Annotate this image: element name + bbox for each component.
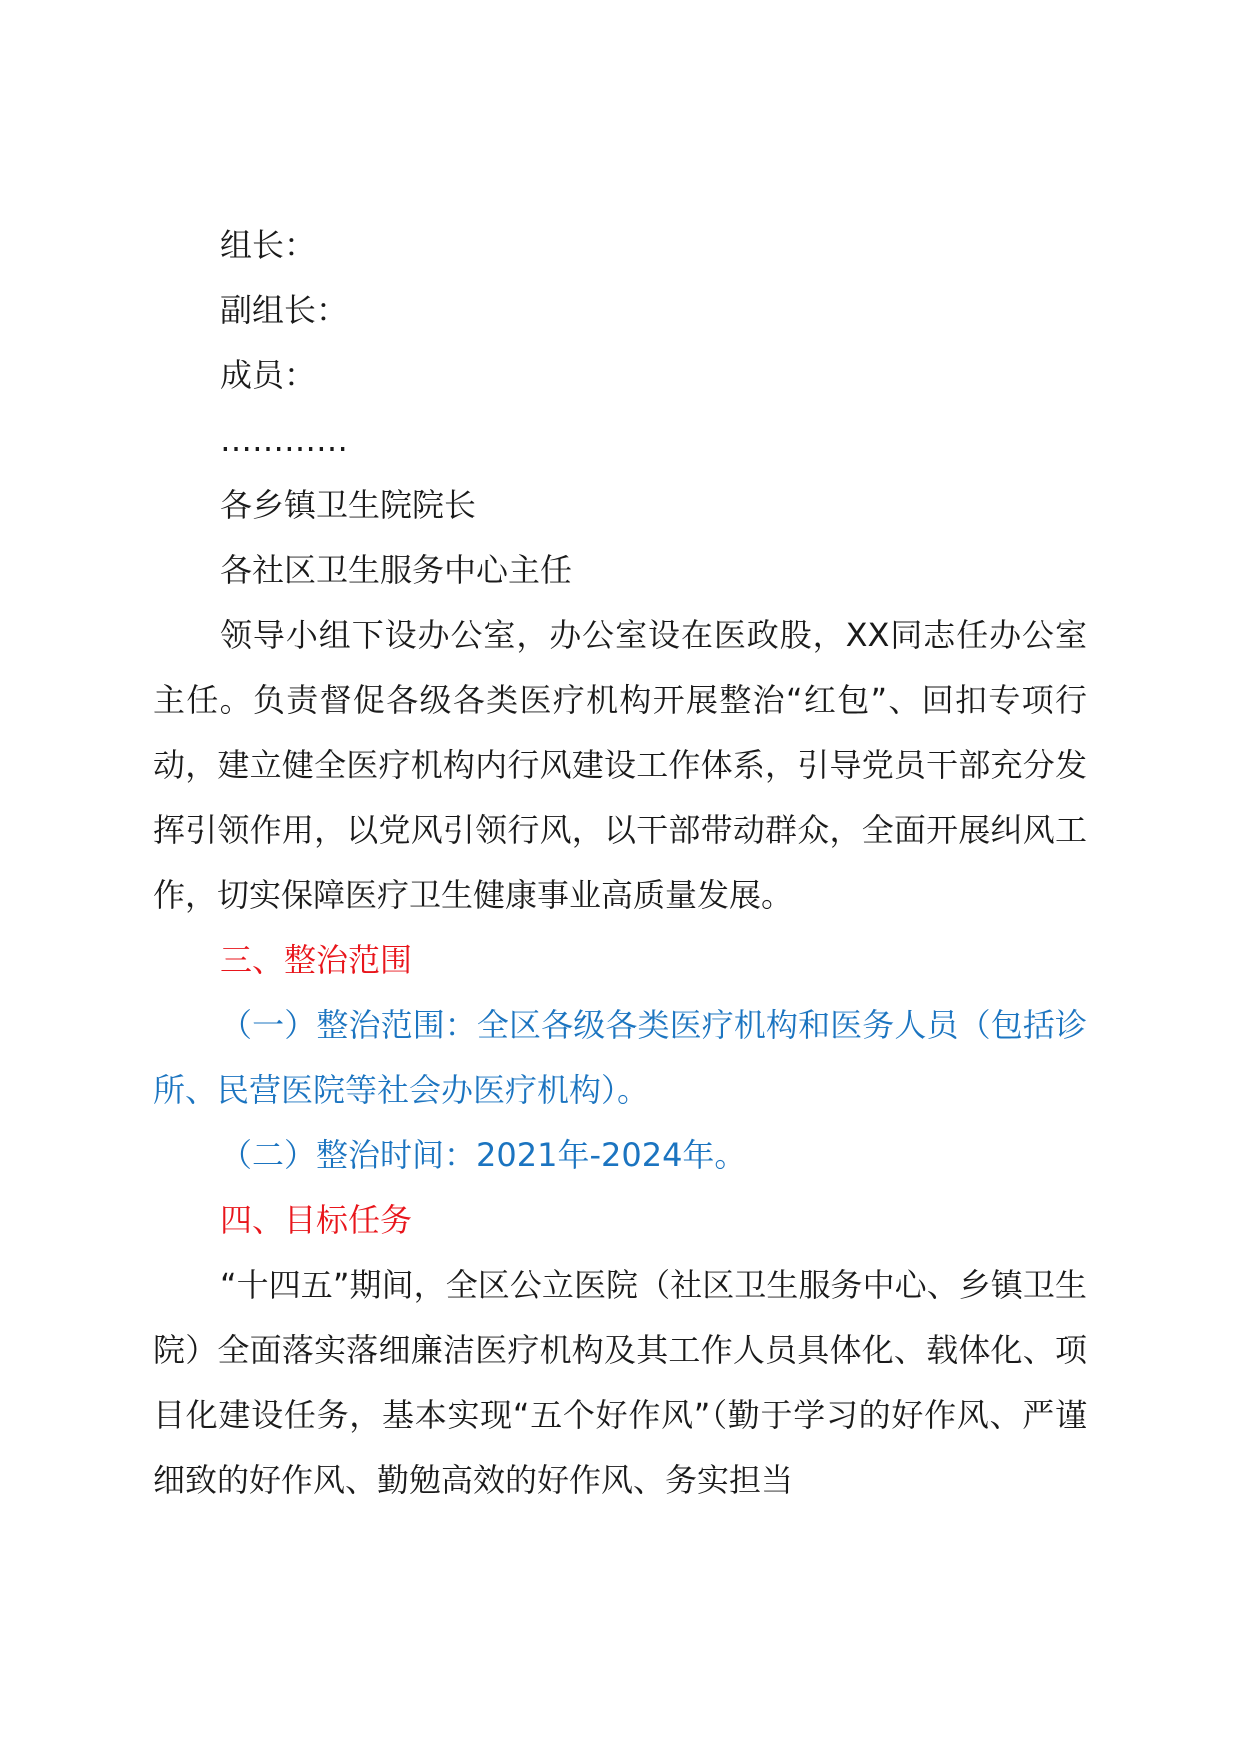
office-paragraph: 领导小组下设办公室，办公室设在医政股，XX同志任办公室主任。负责督促各级各类医疗机构开展整治“红包”、回扣专项行动，建立健全医疗机构内行风建设工作体系，引导党员干部充分发挥引领作用，以党风引领行风，以干部带动群众，全面开展纠风工作，切实保障医疗卫生健康事业高质量发展。 <box>153 616 1087 914</box>
deputy-leader-label: 副组长： <box>220 291 349 329</box>
community-heads-line: 各社区卫生服务中心主任 <box>220 551 573 589</box>
section-4-heading: 四、目标任务 <box>220 1201 413 1239</box>
members-label: 成员： <box>220 356 317 394</box>
document-body <box>153 213 1087 1513</box>
section-4-paragraph: “十四五”期间，全区公立医院（社区卫生服务中心、乡镇卫生院）全面落实落细廉洁医疗机构及其工作人员具体化、载体化、项目化建设任务，基本实现“五个好作风”（勤于学习的好作风、严谨细致的好作风、勤勉高效的好作风、务实担当 <box>153 1266 1087 1499</box>
township-heads-line: 各乡镇卫生院院长 <box>220 486 477 524</box>
section-3-heading: 三、整治范围 <box>220 941 413 979</box>
leader-label: 组长： <box>220 226 317 264</box>
ellipsis-line: ………… <box>220 421 348 459</box>
section-3-item-1: （一）整治范围：全区各级各类医疗机构和医务人员（包括诊所、民营医院等社会办医疗机构）。 <box>153 1006 1087 1109</box>
section-3-item-2: （二）整治时间：2021年-2024年。 <box>220 1136 747 1174</box>
